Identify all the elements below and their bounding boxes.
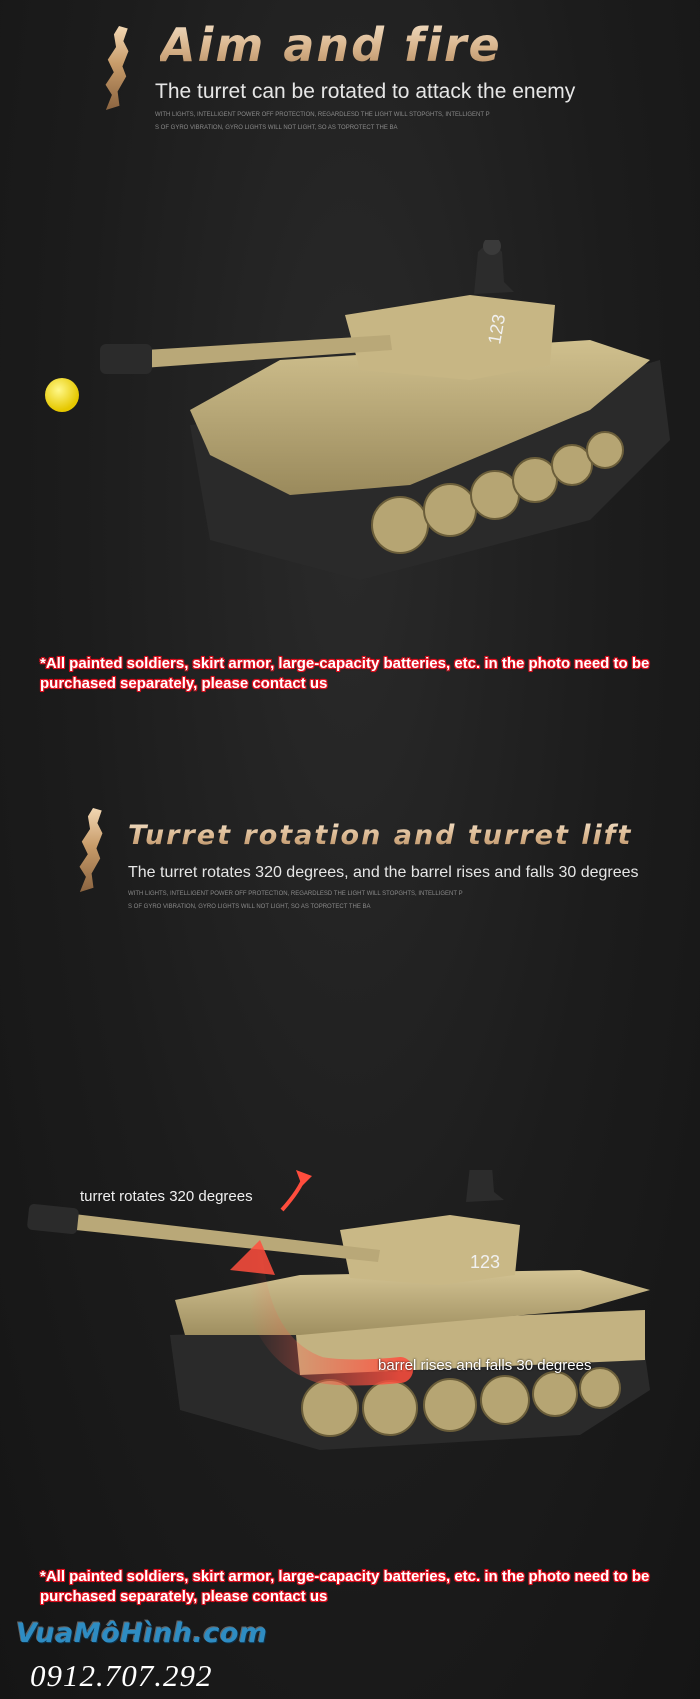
section-aim-and-fire — [0, 0, 700, 700]
tank-number-label: 123 — [484, 312, 510, 346]
tank-number-label: 123 — [470, 1252, 501, 1272]
section-fineprint-2: S OF GYRO VIBRATION, GYRO LIGHTS WILL NOT LIGHT, SO AS TOPROTECT THE BA — [155, 125, 398, 131]
section-title: Aim and fire — [160, 18, 502, 72]
section-fineprint-2: S OF GYRO VIBRATION, GYRO LIGHTS WILL NOT LIGHT, SO AS TOPROTECT THE BA — [128, 904, 371, 910]
label-turret-rotates: turret rotates 320 degrees — [80, 1188, 253, 1205]
section-fineprint-1: WITH LIGHTS, INTELLIGENT POWER OFF PROTECTION, REGARDLESD THE LIGHT WILL STOPGHTS, INTELLIGENT P — [155, 112, 490, 118]
section-title: Turret rotation and turret lift — [128, 820, 633, 851]
disclaimer-note: *All painted soldiers, skirt armor, large-capacity batteries, etc. in the photo need to be purchased separately, please contact us — [40, 655, 650, 692]
section-subtitle: The turret can be rotated to attack the enemy — [155, 80, 576, 103]
section-fineprint-1: WITH LIGHTS, INTELLIGENT POWER OFF PROTECTION, REGARDLESD THE LIGHT WILL STOPGHTS, INTELLIGENT P — [128, 891, 463, 897]
brand-watermark: VuaMôHình.com — [16, 1618, 268, 1649]
brush-stroke-decoration — [98, 26, 136, 110]
brush-stroke-decoration — [72, 808, 110, 892]
phone-watermark: 0912.707.292 — [30, 1658, 213, 1693]
label-barrel-rises: barrel rises and falls 30 degrees — [378, 1357, 592, 1374]
tank-image-firing — [30, 240, 670, 630]
yellow-bb-pellet-icon — [45, 378, 79, 412]
disclaimer-note: *All painted soldiers, skirt armor, large-capacity batteries, etc. in the photo need to be purchased separately, please contact us — [40, 1568, 650, 1605]
section-subtitle: The turret rotates 320 degrees, and the barrel rises and falls 30 degrees — [128, 864, 639, 881]
section-turret-rotation — [0, 790, 700, 1605]
tank-image-rotation — [20, 1170, 680, 1460]
